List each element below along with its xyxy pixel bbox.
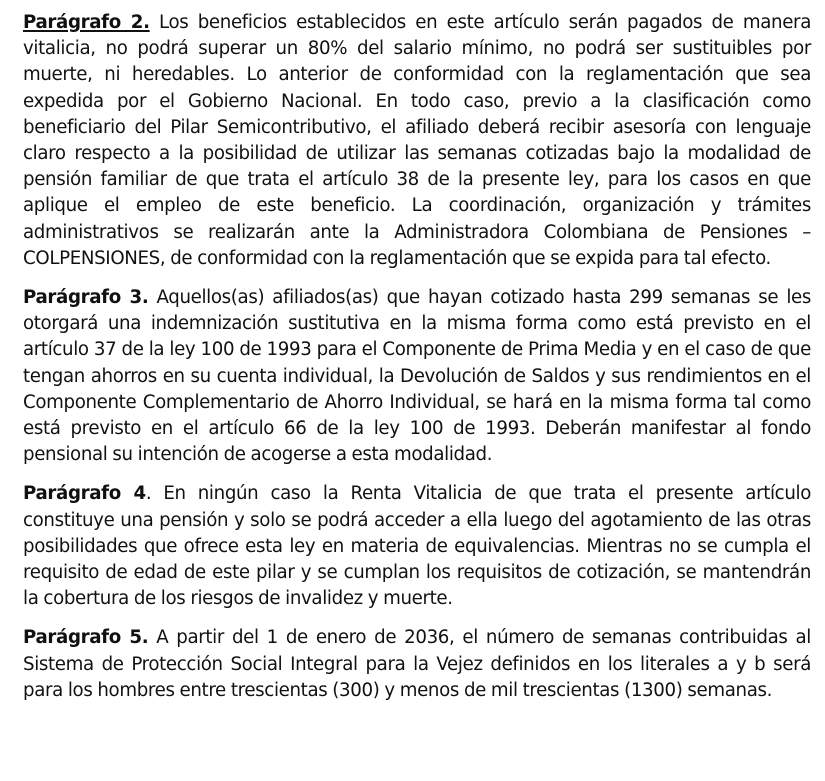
paragraph-4-heading: Parágrafo 4 (23, 483, 146, 505)
paragraph-5 (23, 625, 811, 704)
paragraph-5-text: A partir del 1 de enero de 2036, el número de semanas contribuidas al Sistema de Protección Social Integral para la Vejez definidos en los literales a y b será para los hombres entre trescientas (300) y menos de mil trescientas (1300) semanas. (23, 627, 811, 701)
paragraph-3 (23, 285, 811, 468)
paragraph-5-heading: Parágrafo 5. (23, 627, 149, 649)
paragraph-3-heading: Parágrafo 3. (23, 287, 149, 309)
paragraph-4-text: . En ningún caso la Renta Vitalicia de que trata el presente artículo constituye una pensión y solo se podrá acceder a ella luego del agotamiento de las otras posibilidades que ofrece esta ley en materia de equivalencias. Mientras no se cumpla el requisito de edad de este pilar y se cumplan los requisitos de cotización, se mantendrán la cobertura de los riesgos de invalidez y muerte. (23, 483, 811, 610)
paragraph-2 (23, 10, 811, 272)
paragraph-4 (23, 481, 811, 612)
paragraph-3-text: Aquellos(as) afiliados(as) que hayan cotizado hasta 299 semanas se les otorgará una indemnización sustitutiva en la misma forma como está previsto en el artículo 37 de la ley 100 de 1993 para el Componente de Prima Media y en el caso de que tengan ahorros en su cuenta individual, la Devolución de Saldos y sus rendimientos en el Componente Complementario de Ahorro Individual, se hará en la misma forma tal como está previsto en el artículo 66 de la ley 100 de 1993. Deberán manifestar al fondo pensional su intención de acogerse a esta modalidad. (23, 287, 811, 466)
paragraph-2-text: Los beneficios establecidos en este artículo serán pagados de manera vitalicia, no podrá superar un 80% del salario mínimo, no podrá ser sustituibles por muerte, ni heredables. Lo anterior de conformidad con la reglamentación que sea expedida por el Gobierno Nacional. En todo caso, previo a la clasificación como beneficiario del Pilar Semicontributivo, el afiliado deberá recibir asesoría con lenguaje claro respecto a la posibilidad de utilizar las semanas cotizadas bajo la modalidad de pensión familiar de que trata el artículo 38 de la presente ley, para los casos en que aplique el empleo de este beneficio. La coordinación, organización y trámites administrativos se realizarán ante la Administradora Colombiana de Pensiones – COLPENSIONES, de conformidad con la reglamentación que se expida para tal efecto. (23, 12, 811, 269)
paragraph-2-heading: Parágrafo 2. (23, 12, 150, 33)
